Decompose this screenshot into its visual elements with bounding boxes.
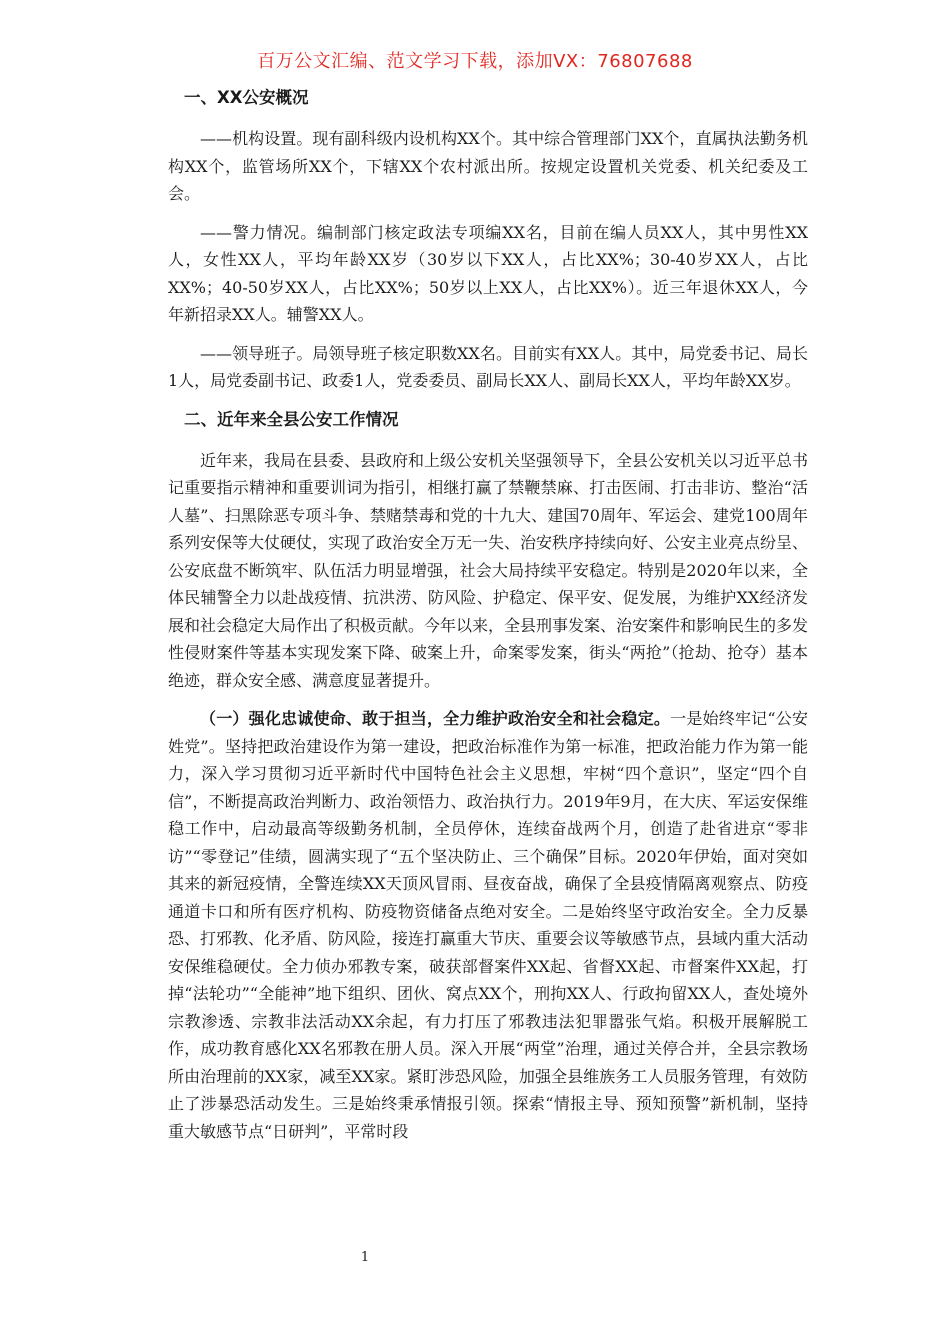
section-heading-overview: 一、XX公安概况 [184, 88, 309, 107]
paragraph-leadership: ——领导班子。局领导班子核定职数XX名。目前实有XX人。其中，局党委书记、局长1人，局党委副书记、政委1人，党委委员、副局长XX人、副局长XX人，平均年龄XX岁。 [168, 343, 808, 390]
paragraph-point-one [168, 705, 808, 1145]
section-heading-recent-work: 二、近年来全县公安工作情况 [184, 409, 399, 429]
point-one-title: （一）强化忠诚使命、敢于担当，全力维护政治安全和社会稳定。 [200, 709, 671, 728]
paragraph-recent-work-intro: 近年来，我局在县委、县政府和上级公安机关坚强领导下，全县公安机关以习近平总书记重要指示精神和重要训词为指引，相继打赢了禁鞭禁麻、打击医闹、打击非访、整治“活人墓”、扫黑除恶专项斗争、禁赌禁毒和党的十九大、建国70周年、军运会、建党100周年系列安保等大仗硬仗，实现了政治安全万无一失、治安秩序持续向好、公安主业亮点纷呈、公安底盘不断筑牢、队伍活力明显增强，社会大局持续平安稳定。特别是2020年以来，全体民辅警全力以赴战疫情、抗洪涝、防风险、护稳定、保平安、促发展，为维护XX经济发展和社会稳定大局作出了积极贡献。今年以来，全县刑事发案、治安案件和影响民生的多发性侵财案件等基本实现发案下降、破案上升，命案零发案，街头“两抢”（抢劫、抢夺）基本绝迹，群众安全感、满意度显著提升。 [168, 450, 809, 690]
page-number: 1 [360, 1250, 370, 1265]
paragraph-organization: ——机构设置。现有副科级内设机构XX个。其中综合管理部门XX个，直属执法勤务机构XX个，监管场所XX个，下辖XX个农村派出所。按规定设置机关党委、机关纪委及工会。 [168, 129, 808, 203]
document-body [168, 84, 808, 1156]
point-one-body: 一是始终牢记“公安姓党”。坚持把政治建设作为第一建设，把政治标准作为第一标准，把政治能力作为第一能力，深入学习贯彻习近平新时代中国特色社会主义思想，牢树“四个意识”，坚定“四个自信”，不断提高政治判断力、政治领悟力、政治执行力。2019年9月，在大庆、军运安保维稳工作中，启动最高等级勤务机制，全员停休，连续奋战两个月，创造了赴省进京“零非访”“零登记”佳绩，圆满实现了“五个坚决防止、三个确保”目标。2020年伊始，面对突如其来的新冠疫情，全警连续XX天顶风冒雨、昼夜奋战，确保了全县疫情隔离观察点、防疫通道卡口和所有医疗机构、防疫物资储备点绝对安全。二是始终坚守政治安全。全力反暴恐、打邪教、化矛盾、防风险，接连打赢重大节庆、重要会议等敏感节点，县域内重大活动安保维稳硬仗。全力侦办邪教专案，破获部督案件XX起、省督XX起、市督案件XX起，打掉“法轮功”“全能神”地下组织、团伙、窝点XX个，刑拘XX人、行政拘留XX人，查处境外宗教渗透、宗教非法活动XX余起，有力打压了邪教违法犯罪嚣张气焰。积极开展解脱工作，成功教育感化XX名邪教在册人员。深入开展“两堂”治理，通过关停合并，全县宗教场所由治理前的XX家，减至XX家。紧盯涉恐风险，加强全县维族务工人员服务管理，有效防止了涉暴恐活动发生。三是始终秉承情报引领。探索“情报主导、预知预警”新机制，坚持重大敏感节点“日研判”，平常时段 [168, 709, 809, 1141]
paragraph-police-force: ——警力情况。编制部门核定政法专项编XX名，目前在编人员XX人，其中男性XX人，女性XX人，平均年龄XX岁（30岁以下XX人，占比XX%；30-40岁XX人，占比XX%；40-50岁XX人，占比XX%；50岁以上XX人，占比XX%）。近三年退休XX人，今年新招录XX人。辅警XX人。 [168, 222, 808, 324]
promo-banner: 百万公文汇编、范文学习下载，添加VX：76807688 [257, 51, 693, 72]
